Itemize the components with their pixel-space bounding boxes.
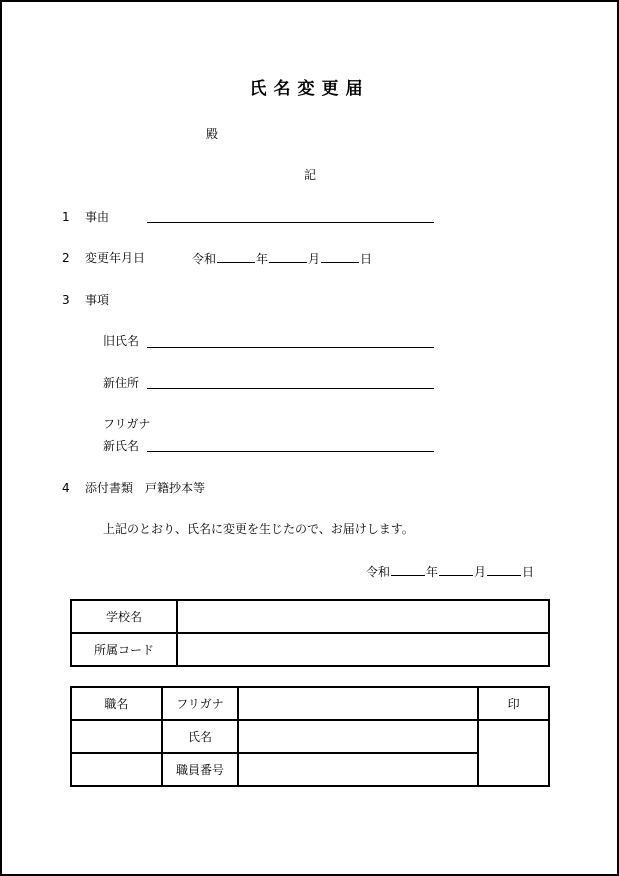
seal-header: 印: [478, 687, 549, 720]
position-header: 職名: [71, 687, 162, 720]
staff-number-field[interactable]: [238, 753, 478, 786]
item-2-label: 変更年月日: [85, 251, 146, 265]
submission-month-field[interactable]: [439, 563, 473, 576]
furigana-header: フリガナ: [162, 687, 239, 720]
submission-year-field[interactable]: [391, 563, 425, 576]
addressee-suffix: 殿: [206, 127, 219, 141]
position-field-extra[interactable]: [71, 753, 162, 786]
submission-day-field[interactable]: [487, 563, 521, 576]
change-year-field[interactable]: [217, 250, 255, 263]
school-table: [70, 599, 550, 667]
old-name-label: 旧氏名: [103, 334, 140, 348]
new-name-label: 新氏名: [103, 439, 140, 453]
new-name-input-line[interactable]: [147, 451, 434, 452]
staff-table: [70, 686, 550, 787]
change-date-day-label: 日: [360, 252, 373, 266]
submission-date-day-label: 日: [522, 565, 535, 579]
reason-input-line[interactable]: [147, 222, 434, 223]
school-name-field[interactable]: [177, 600, 549, 633]
affiliation-code-field[interactable]: [177, 633, 549, 666]
submission-date-year-label: 年: [426, 565, 439, 579]
change-date-year-label: 年: [256, 252, 269, 266]
change-date-era: 令和: [192, 252, 217, 266]
change-month-field[interactable]: [269, 250, 307, 263]
item-1-number: 1: [62, 210, 70, 224]
item-2-number: 2: [62, 251, 70, 265]
furigana-field[interactable]: [238, 687, 478, 720]
change-date: [192, 250, 372, 267]
item-1-label: 事由: [85, 210, 110, 224]
name-field[interactable]: [238, 720, 478, 753]
submission-date-era: 令和: [366, 565, 391, 579]
submission-date: [366, 563, 534, 580]
seal-field[interactable]: [478, 720, 549, 786]
item-3-label: 事項: [85, 293, 110, 307]
furigana-label: フリガナ: [103, 417, 151, 431]
old-name-input-line[interactable]: [147, 347, 434, 348]
statement-text: 上記のとおり、氏名に変更を生じたので、お届けします。: [103, 522, 414, 536]
item-4-number: 4: [62, 481, 70, 495]
submission-date-month-label: 月: [474, 565, 487, 579]
school-name-label: 学校名: [71, 600, 177, 633]
new-address-label: 新住所: [103, 376, 140, 390]
staff-number-label: 職員番号: [162, 753, 239, 786]
affiliation-code-label: 所属コード: [71, 633, 177, 666]
form-title: 氏名変更届: [249, 79, 370, 99]
name-label: 氏名: [162, 720, 239, 753]
item-3-number: 3: [62, 293, 70, 307]
new-address-input-line[interactable]: [147, 388, 434, 389]
position-field[interactable]: [71, 720, 162, 753]
ki-label: 記: [304, 168, 317, 182]
change-day-field[interactable]: [321, 250, 359, 263]
change-date-month-label: 月: [308, 252, 321, 266]
item-4-label: 添付書類 戸籍抄本等: [85, 481, 206, 495]
